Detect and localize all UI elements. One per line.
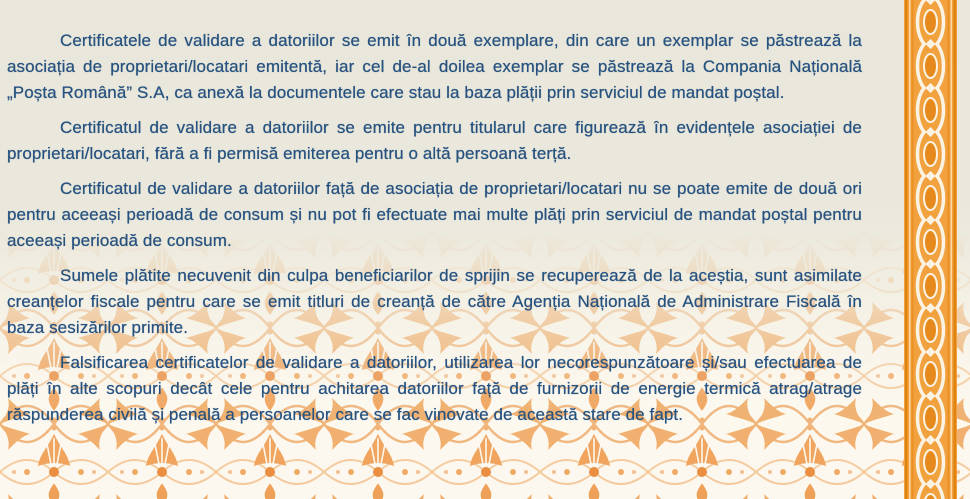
paragraph-2: Certificatul de validare a datoriilor se emite pentru titularul care figurează în evidențele asociației de proprietari/locatari, fără a fi permisă emiterea pentru o altă persoană terță. <box>7 118 862 163</box>
paragraph-5: Falsificarea certificatelor de validare a datoriilor, utilizarea lor necorespunzătoare și/sau efectuarea de plăți în alte scopuri decât cele pentru achitarea datoriilor față de furnizorii de energie termică atrag/atrage răspunderea civilă și penală a persoanelor care se fac vinovate de această stare de fapt. <box>7 353 862 424</box>
paragraph-4: Sumele plătite necuvenit din culpa beneficiarilor de sprijin se recuperează de la aceștia, sunt asimilate creanțelor fiscale pentru care se emit titluri de creanță de către Agenția Națională de Administrare Fiscală în baza sesizărilor primite. <box>7 266 862 337</box>
paragraph-1: Certificatele de validare a datoriilor se emit în două exemplare, din care un exemplar se păstrează la asociația de proprietari/locatari emitentă, iar cel de-al doilea exemplar se păstrează la Compania Națională „Poșta Română” S.A, ca anexă la documentele care stau la baza plății prin serviciul de mandat poștal. <box>7 31 862 102</box>
paragraph-3: Certificatul de validare a datoriilor față de asociația de proprietari/locatari nu se poate emite de două ori pentru aceeași perioadă de consum și nu pot fi efectuate mai multe plăți prin serviciul de mandat poștal pentru aceeași perioadă de consum. <box>7 179 862 250</box>
document-text <box>7 28 862 437</box>
right-border-ornament <box>904 0 957 499</box>
